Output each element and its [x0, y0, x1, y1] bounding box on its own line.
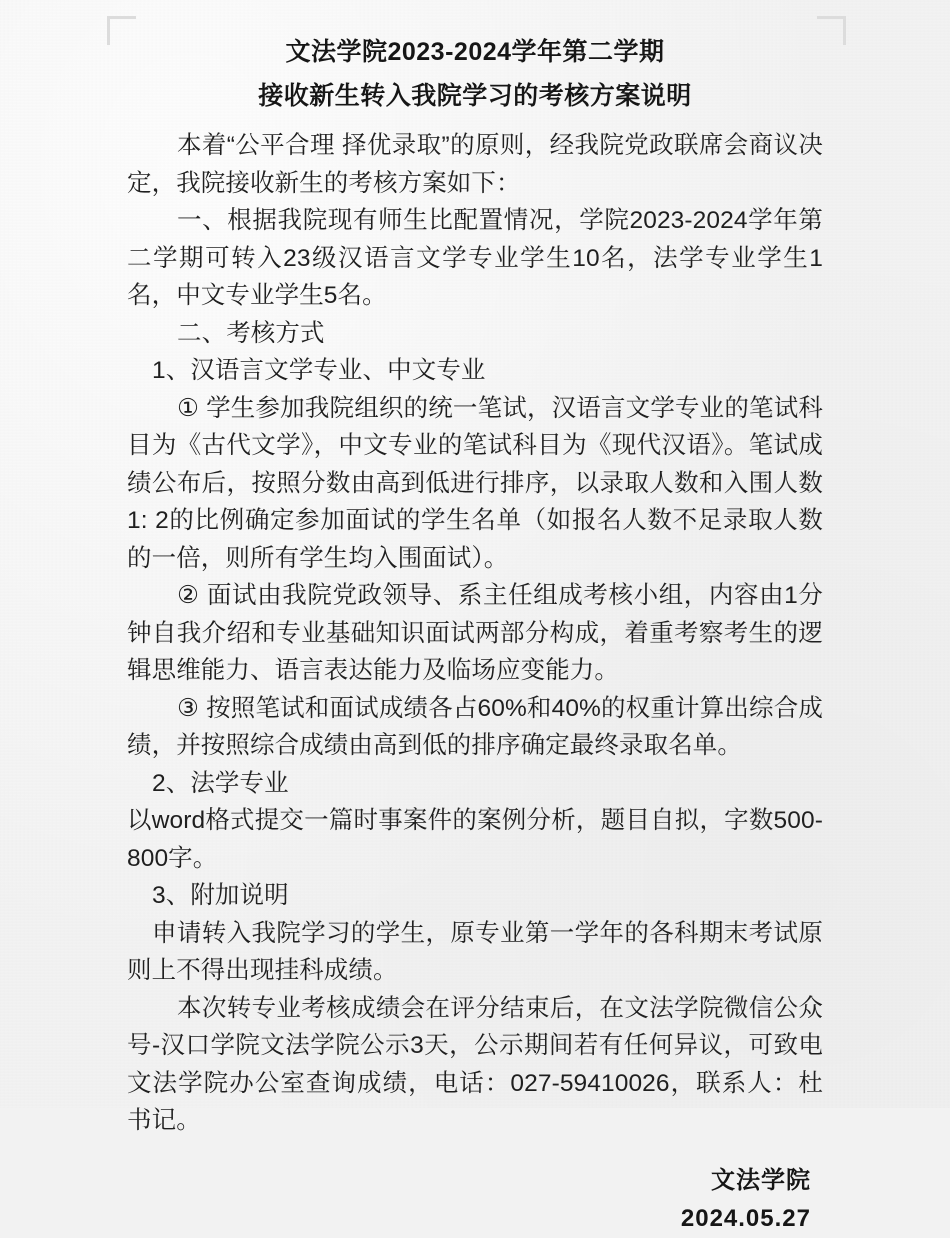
- paragraph-publicity-notice: 本次转专业考核成绩会在评分结束后，在文法学院微信公众号-汉口学院文法学院公示3天，公示期间若有任何异议，可致电文法学院办公室查询成绩，电话：027-59410026，联系人：杜书记。: [127, 994, 823, 1134]
- document-title: [127, 33, 823, 115]
- paragraph-preamble: 本着“公平合理 择优录取”的原则，经我院党政联席会商议决定，我院接收新生的考核方案如下：: [127, 132, 823, 197]
- paragraph-item-1-heading: 1、汉语言文学专业、中文专业: [152, 357, 486, 384]
- signature-block: [127, 1162, 823, 1238]
- paragraph-item-2-heading: 2、法学专业: [152, 769, 289, 797]
- paragraph-item-1-sub-2: ② 面试由我院党政领导、系主任组成考核小组，内容由1分钟自我介绍和专业基础知识面试两部分构成，着重考察考生的逻辑思维能力、语言表达能力及临场应变能力。: [127, 582, 823, 684]
- paragraph-item-1-sub-1: ① 学生参加我院组织的统一笔试，汉语言文学专业的笔试科目为《古代文学》，中文专业的笔试科目为《现代汉语》。笔试成绩公布后，按照分数由高到低进行排序，以录取人数和入围人数1: 2的比例确定参加面试的学生名单（如报名人数不足录取人数的一倍，则所有学生均入围面试）。: [127, 394, 823, 572]
- paragraph-section-one: 一、根据我院现有师生比配置情况，学院2023-2024学年第二学期可转入23级汉语言文学专业学生10名，法学专业学生1名，中文专业学生5名。: [127, 207, 823, 309]
- document-paragraphs: [127, 127, 823, 1140]
- title-line-1: 文法学院2023-2024学年第二学期: [285, 38, 665, 66]
- paragraph-item-3-heading: 3、附加说明: [152, 882, 289, 909]
- signature-organization: 文法学院: [711, 1166, 811, 1194]
- paragraph-item-1-sub-3: ③ 按照笔试和面试成绩各占60%和40%的权重计算出综合成绩，并按照综合成绩由高到低的排序确定最终录取名单。: [127, 694, 823, 759]
- title-line-2: 接收新生转入我院学习的考核方案说明: [258, 82, 692, 110]
- paragraph-item-3-body: 申请转入我院学习的学生，原专业第一学年的各科期末考试原则上不得出现挂科成绩。: [127, 919, 823, 984]
- paragraph-item-2-body: 以word格式提交一篇时事案件的案例分析，题目自拟，字数500-800字。: [127, 807, 823, 872]
- paragraph-section-two-heading: 二、考核方式: [177, 319, 325, 347]
- signature-date: 2024.05.27: [680, 1204, 811, 1232]
- document-body: [127, 33, 823, 1238]
